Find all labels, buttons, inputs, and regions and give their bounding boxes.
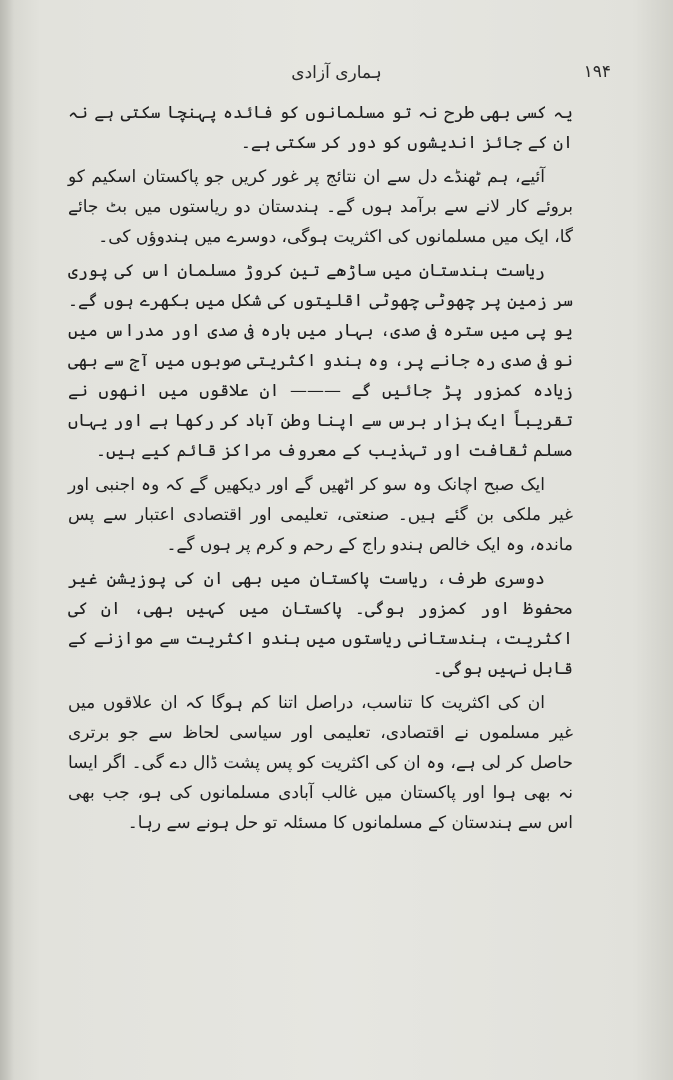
paragraph-2: آئیے، ہم ٹھنڈے دل سے ان نتائج پر غور کریں جو پاکستان اسکیم کو بروئے کار لانے سے برآمد ہوں گے۔ ہندستان دو ریاستوں میں بٹ جائے گا، ایک میں مسلمانوں کی اکثریت ہوگی، دوسرے میں ہندوؤں کی۔ xyxy=(68,167,573,247)
running-title: ہماری آزادی xyxy=(291,63,382,83)
paragraph-3: ریاست ہندستان میں ساڑھے تین کروڑ مسلمان اس کی پوری سر زمین پر چھوٹی چھوٹی اقلیتوں کی شکل میں بکھرے ہوں گے۔ یو پی میں سترہ فی صدی، بہار میں بارہ فی صدی اور مدراس میں نو فی صدی رہ جانے پر، وہ ہندو اکثریتی صوبوں میں آج سے بھی زیادہ کمزور پڑ جائیں گے ——— ان علاقوں میں انھوں نے تقریباً ایک ہزار برس سے اپنا وطن آباد کر رکھا ہے اور یہاں مسلم ثقافت اور تہذیب کے معروف مراکز قائم کیے ہیں۔ xyxy=(68,261,573,461)
page-header xyxy=(0,58,673,98)
paragraph-6: ان کی اکثریت کا تناسب، دراصل اتنا کم ہوگا کہ ان علاقوں میں غیر مسلموں نے اقتصادی، تعلیمی اور سیاسی لحاظ سے جو برتری حاصل کر لی ہے، وہ ان کی اکثریت کو پس پشت ڈال دے گی۔ اگر ایسا نہ بھی ہوا اور پاکستان میں غالب آبادی مسلمانوں کی ہو، جب بھی اس سے ہندستان کے مسلمانوں کا مسئلہ تو حل ہونے سے رہا۔ xyxy=(68,693,573,833)
paragraph-5: دوسری طرف، ریاست پاکستان میں بھی ان کی پوزیشن غیر محفوظ اور کمزور ہوگی۔ پاکستان میں کہیں بھی، ان کی اکثریت، ہندستانی ریاستوں میں ہندو اکثریت سے موازنے کے قابل نہیں ہوگی۔ xyxy=(68,569,573,679)
paragraph-1: یہ کسی بھی طرح نہ تو مسلمانوں کو فائدہ پہنچا سکتی ہے نہ ان کے جائز اندیشوں کو دور کر سکتی ہے۔ xyxy=(68,103,573,153)
binding-shadow xyxy=(0,0,14,1080)
page-number: ۱۹۴ xyxy=(583,62,611,82)
paragraph-4: ایک صبح اچانک وہ سو کر اٹھیں گے اور دیکھیں گے کہ وہ اجنبی اور غیر ملکی بن گئے ہیں۔ صنعتی، تعلیمی اور اقتصادی اعتبار سے پس ماندہ، وہ ایک خالص ہندو راج کے رحم و کرم پر ہوں گے۔ xyxy=(68,475,573,555)
body-text xyxy=(68,98,573,842)
